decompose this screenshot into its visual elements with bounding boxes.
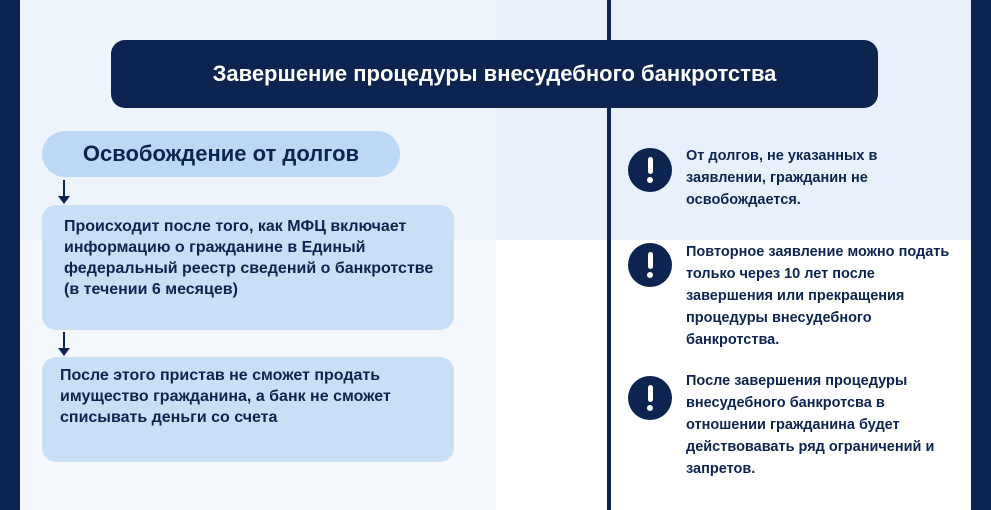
background-panel: [496, 240, 612, 510]
page-title: Завершение процедуры внесудебного банкротства: [212, 61, 777, 86]
step-text: После этого пристав не сможет продать имущество гражданина, а банк не сможет списывать деньги со счета: [60, 367, 391, 426]
right-edge-stripe: [971, 0, 991, 510]
exclamation-icon: [628, 148, 672, 192]
section-heading-pill: [42, 131, 400, 177]
title-banner: [111, 40, 878, 108]
exclamation-icon: [628, 376, 672, 420]
step-box: [42, 357, 454, 462]
note-text: После завершения процедуры внесудебного банкротсва в отношении гражданина будет действовавать ряд ограничений и запретов.: [686, 373, 935, 477]
background-panel: [20, 0, 496, 240]
exclamation-icon: [628, 243, 672, 287]
left-edge-stripe: [0, 0, 20, 510]
note-text: Повторное заявление можно подать только через 10 лет после завершения или прекращения процедуры внесудебного банкротства.: [686, 244, 950, 348]
step-box: [42, 205, 454, 330]
background-panel: [496, 0, 612, 240]
down-arrow-icon: [58, 332, 70, 356]
down-arrow-icon: [58, 180, 70, 204]
step-text: Происходит после того, как МФЦ включает информацию о гражданине в Единый федеральный реестр сведений о банкротстве (в течении 6 месяцев): [64, 218, 434, 298]
note-text: От долгов, не указанных в заявлении, гражданин не освобождается.: [686, 148, 878, 208]
section-heading: Освобождение от долгов: [82, 141, 360, 166]
